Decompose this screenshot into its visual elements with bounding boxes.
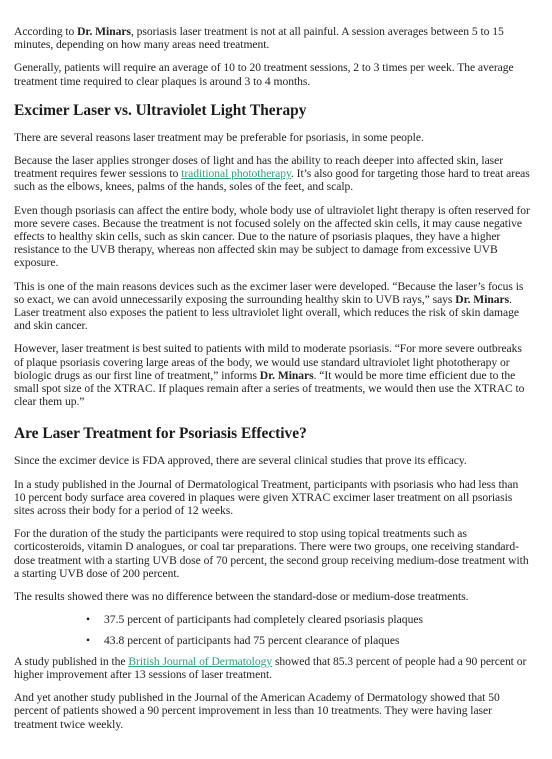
list-item (86, 634, 532, 647)
intro-paragraph-2: Generally, patients will require an average of 10 to 20 treatment sessions, 2 to 3 times per week. The average treatment time required to clear plaques is around 3 to 4 months. (14, 61, 514, 88)
list-item-text: 37.5 percent of participants had completely cleared psoriasis plaques (104, 613, 424, 627)
bullet-icon: • (86, 613, 91, 627)
section1-paragraph-1: There are several reasons laser treatment may be preferable for psoriasis, in some people. (14, 130, 424, 144)
doctor-name: Dr. Minars (77, 25, 131, 38)
paragraph-text: A study published in the (14, 654, 129, 668)
section2-paragraph-5 (14, 655, 532, 681)
paragraph-text: However, laser treatment is best suited to patients with mild to moderate psoriasis. “For more severe outbreaks of plaque psoriasis covering large areas of the body, we would use standard ultraviolet light phototherapy or biologic drugs as our first line of treatment,” informs (14, 342, 522, 382)
british-journal-of-dermatology-link[interactable]: British Journal of Dermatology (128, 654, 273, 668)
section2-paragraph-1: Since the excimer device is FDA approved, there are several clinical studies that prove its efficacy. (14, 454, 467, 468)
section-heading-effectiveness: Are Laser Treatment for Psoriasis Effective? (14, 425, 307, 443)
paragraph-text: . Laser treatment also exposes the patient to less ultraviolet light overall, which reduces the risk of skin damage and skin cancer. (14, 292, 519, 333)
section1-paragraph-3: Even though psoriasis can affect the entire body, whole body use of ultraviolet light therapy is often reserved for more severe cases. Because the treatment is not focused solely on the affected skin cells, it may cause negative effects to healthy skin cells, such as skin cancer. Due to the nature of psoriasis plaques, they have a higher resistance to the UVB therapy, whereas non affected skin may be subject to damage from excessive UVB exposure. (14, 203, 530, 270)
list-item-text: 43.8 percent of participants had 75 percent clearance of plaques (104, 633, 400, 647)
section2-paragraph-4: The results showed there was no difference between the standard-dose or medium-dose treatments. (14, 590, 469, 604)
paragraph-text: . It’s also good for targeting those hard to treat areas such as the elbows, knees, palms of the hands, soles of the feet, and scalp. (14, 167, 530, 194)
section2-paragraph-2: In a study published in the Journal of Dermatological Treatment, participants with psoriasis who had less than 10 percent body surface area covered in plaques were given XTRAC excimer laser treatment on all psoriasis sites across their body for a period of 12 weeks. (14, 477, 519, 518)
intro-text: According to (14, 25, 78, 38)
doctor-name: Dr. Minars (455, 292, 510, 306)
section1-paragraph-2 (14, 154, 532, 194)
section1-paragraph-4 (14, 280, 532, 333)
paragraph-text: showed that 85.3 percent of people had a 90 percent or higher improvement after 13 sessions of laser treatment. (14, 654, 527, 681)
doctor-name: Dr. Minars (259, 368, 314, 382)
list-item (86, 613, 532, 626)
paragraph-text: . “It would be more time efficient due to the small spot size of the XTRAC. If plaques remain after a series of treatments, we would then use the XTRAC to clear them up.” (14, 368, 525, 409)
traditional-phototherapy-link[interactable]: traditional phototherapy (181, 167, 291, 181)
bullet-icon: • (86, 633, 91, 647)
intro-paragraph-1 (14, 25, 532, 51)
results-list (14, 613, 532, 646)
intro-text: , psoriasis laser treatment is not at all painful. A session averages between 5 to 15 minutes, depending on how many areas need treatment. (14, 25, 504, 52)
section2-paragraph-3: For the duration of the study the participants were required to stop using topical treatments such as corticosteroids, vitamin D analogues, or coal tar preparations. There were two groups, one receiving standard-dose treatment with a starting UVB dose of 70 percent, the second group receiving medium-dose treatment with a starting UVB dose of 200 percent. (14, 527, 529, 580)
section1-paragraph-5 (14, 342, 532, 408)
paragraph-text: This is one of the main reasons devices such as the excimer laser were developed. “Because the laser’s focus is so exact, we can avoid unnecessarily exposing the surrounding healthy skin to UVB rays,” says (14, 279, 524, 306)
section-heading-excimer-vs-uv: Excimer Laser vs. Ultraviolet Light Therapy (14, 101, 307, 119)
section2-paragraph-6: And yet another study published in the Journal of the American Academy of Dermatology showed that 50 percent of patients showed a 90 percent improvement in less than 10 treatments. They were having laser treatment twice weekly. (14, 691, 500, 731)
paragraph-text: Because the laser applies stronger doses of light and has the ability to reach deeper into affected skin, laser treatment requires fewer sessions to (14, 154, 504, 181)
